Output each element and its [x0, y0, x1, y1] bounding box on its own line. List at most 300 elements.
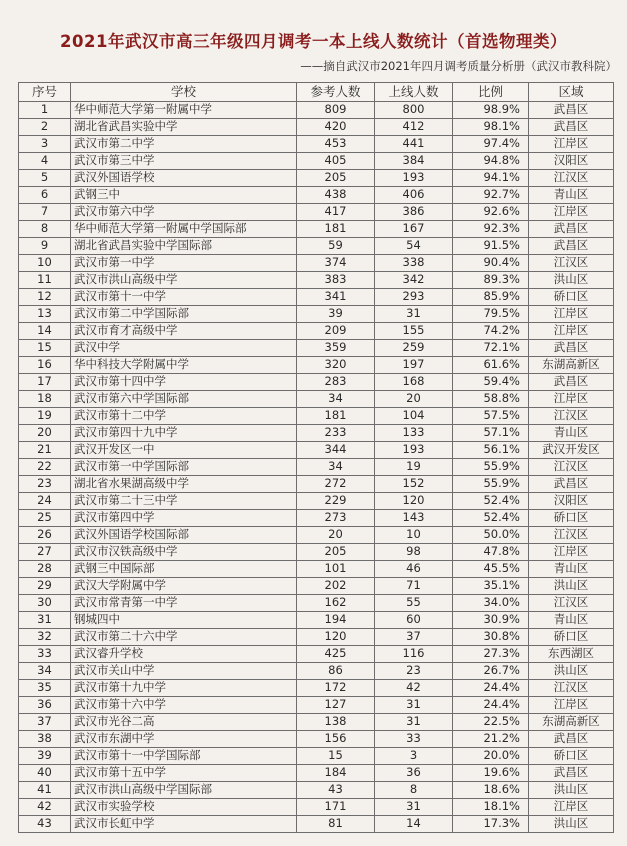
candidates-cell: 15	[297, 748, 375, 765]
rank-cell: 18	[19, 391, 71, 408]
ratio-cell: 21.2%	[453, 731, 529, 748]
candidates-cell: 438	[297, 187, 375, 204]
ratio-cell: 97.4%	[453, 136, 529, 153]
ratio-cell: 59.4%	[453, 374, 529, 391]
ratio-cell: 89.3%	[453, 272, 529, 289]
qualified-cell: 60	[375, 612, 453, 629]
district-cell: 青山区	[529, 612, 614, 629]
ratio-cell: 91.5%	[453, 238, 529, 255]
district-cell: 江汉区	[529, 170, 614, 187]
rank-cell: 24	[19, 493, 71, 510]
table-row	[19, 612, 614, 629]
table-row	[19, 391, 614, 408]
table-row	[19, 595, 614, 612]
ratio-cell: 24.4%	[453, 680, 529, 697]
candidates-cell: 283	[297, 374, 375, 391]
qualified-cell: 42	[375, 680, 453, 697]
table-row	[19, 442, 614, 459]
qualified-cell: 33	[375, 731, 453, 748]
qualified-cell: 167	[375, 221, 453, 238]
candidates-cell: 81	[297, 816, 375, 833]
school-cell: 武汉市第六中学国际部	[71, 391, 297, 408]
school-cell: 华中科技大学附属中学	[71, 357, 297, 374]
school-cell: 武汉开发区一中	[71, 442, 297, 459]
qualified-cell: 116	[375, 646, 453, 663]
qualified-cell: 197	[375, 357, 453, 374]
qualified-cell: 259	[375, 340, 453, 357]
school-cell: 钢城四中	[71, 612, 297, 629]
district-cell: 东湖高新区	[529, 357, 614, 374]
rank-cell: 10	[19, 255, 71, 272]
school-cell: 武汉市第十五中学	[71, 765, 297, 782]
district-cell: 江汉区	[529, 459, 614, 476]
district-cell: 硚口区	[529, 289, 614, 306]
rank-cell: 42	[19, 799, 71, 816]
table-row	[19, 476, 614, 493]
school-cell: 武汉市育才高级中学	[71, 323, 297, 340]
rank-cell: 29	[19, 578, 71, 595]
district-cell: 武昌区	[529, 102, 614, 119]
qualified-cell: 104	[375, 408, 453, 425]
school-cell: 武汉市东湖中学	[71, 731, 297, 748]
enrollment-table	[18, 82, 614, 833]
ratio-cell: 94.1%	[453, 170, 529, 187]
rank-cell: 33	[19, 646, 71, 663]
ratio-cell: 19.6%	[453, 765, 529, 782]
candidates-cell: 86	[297, 663, 375, 680]
rank-cell: 22	[19, 459, 71, 476]
ratio-cell: 52.4%	[453, 510, 529, 527]
table-body	[19, 102, 614, 833]
candidates-cell: 417	[297, 204, 375, 221]
district-cell: 洪山区	[529, 782, 614, 799]
qualified-cell: 133	[375, 425, 453, 442]
district-cell: 江汉区	[529, 527, 614, 544]
ratio-cell: 55.9%	[453, 459, 529, 476]
table-row	[19, 697, 614, 714]
table-row	[19, 646, 614, 663]
rank-cell: 41	[19, 782, 71, 799]
school-cell: 武钢三中国际部	[71, 561, 297, 578]
table-row	[19, 510, 614, 527]
candidates-cell: 20	[297, 527, 375, 544]
column-header-qualified: 上线人数	[375, 83, 453, 102]
candidates-cell: 341	[297, 289, 375, 306]
district-cell: 江岸区	[529, 697, 614, 714]
school-cell: 武汉市第一中学国际部	[71, 459, 297, 476]
school-cell: 武汉市第十二中学	[71, 408, 297, 425]
table-row	[19, 255, 614, 272]
ratio-cell: 45.5%	[453, 561, 529, 578]
ratio-cell: 50.0%	[453, 527, 529, 544]
column-header-rank: 序号	[19, 83, 71, 102]
qualified-cell: 14	[375, 816, 453, 833]
qualified-cell: 386	[375, 204, 453, 221]
qualified-cell: 10	[375, 527, 453, 544]
candidates-cell: 127	[297, 697, 375, 714]
table-row	[19, 748, 614, 765]
school-cell: 武汉市汉铁高级中学	[71, 544, 297, 561]
ratio-cell: 22.5%	[453, 714, 529, 731]
qualified-cell: 293	[375, 289, 453, 306]
school-cell: 武汉市第十四中学	[71, 374, 297, 391]
qualified-cell: 441	[375, 136, 453, 153]
qualified-cell: 31	[375, 306, 453, 323]
ratio-cell: 34.0%	[453, 595, 529, 612]
candidates-cell: 809	[297, 102, 375, 119]
qualified-cell: 23	[375, 663, 453, 680]
district-cell: 硚口区	[529, 510, 614, 527]
qualified-cell: 342	[375, 272, 453, 289]
rank-cell: 4	[19, 153, 71, 170]
district-cell: 洪山区	[529, 272, 614, 289]
table-row	[19, 765, 614, 782]
table-row	[19, 629, 614, 646]
school-cell: 华中师范大学第一附属中学	[71, 102, 297, 119]
school-cell: 武钢三中	[71, 187, 297, 204]
ratio-cell: 92.3%	[453, 221, 529, 238]
candidates-cell: 39	[297, 306, 375, 323]
rank-cell: 14	[19, 323, 71, 340]
rank-cell: 36	[19, 697, 71, 714]
ratio-cell: 92.6%	[453, 204, 529, 221]
district-cell: 洪山区	[529, 663, 614, 680]
qualified-cell: 31	[375, 714, 453, 731]
rank-cell: 15	[19, 340, 71, 357]
rank-cell: 31	[19, 612, 71, 629]
table-row	[19, 578, 614, 595]
candidates-cell: 172	[297, 680, 375, 697]
school-cell: 武汉市第二十六中学	[71, 629, 297, 646]
rank-cell: 19	[19, 408, 71, 425]
table-row	[19, 799, 614, 816]
school-cell: 武汉市第二中学国际部	[71, 306, 297, 323]
district-cell: 硚口区	[529, 629, 614, 646]
rank-cell: 11	[19, 272, 71, 289]
district-cell: 东湖高新区	[529, 714, 614, 731]
qualified-cell: 412	[375, 119, 453, 136]
rank-cell: 21	[19, 442, 71, 459]
rank-cell: 8	[19, 221, 71, 238]
qualified-cell: 20	[375, 391, 453, 408]
ratio-cell: 56.1%	[453, 442, 529, 459]
school-cell: 武汉市实验学校	[71, 799, 297, 816]
ratio-cell: 72.1%	[453, 340, 529, 357]
district-cell: 江汉区	[529, 408, 614, 425]
candidates-cell: 405	[297, 153, 375, 170]
rank-cell: 7	[19, 204, 71, 221]
ratio-cell: 20.0%	[453, 748, 529, 765]
qualified-cell: 800	[375, 102, 453, 119]
rank-cell: 27	[19, 544, 71, 561]
table-row	[19, 663, 614, 680]
table-row	[19, 527, 614, 544]
table-row	[19, 102, 614, 119]
table-row	[19, 119, 614, 136]
candidates-cell: 101	[297, 561, 375, 578]
district-cell: 江岸区	[529, 391, 614, 408]
district-cell: 江岸区	[529, 544, 614, 561]
ratio-cell: 85.9%	[453, 289, 529, 306]
candidates-cell: 229	[297, 493, 375, 510]
candidates-cell: 453	[297, 136, 375, 153]
table-row	[19, 340, 614, 357]
column-header-district: 区域	[529, 83, 614, 102]
table-row	[19, 323, 614, 340]
candidates-cell: 34	[297, 459, 375, 476]
candidates-cell: 59	[297, 238, 375, 255]
school-cell: 武汉市关山中学	[71, 663, 297, 680]
school-cell: 华中师范大学第一附属中学国际部	[71, 221, 297, 238]
school-cell: 武汉市第二中学	[71, 136, 297, 153]
rank-cell: 37	[19, 714, 71, 731]
qualified-cell: 168	[375, 374, 453, 391]
candidates-cell: 184	[297, 765, 375, 782]
ratio-cell: 94.8%	[453, 153, 529, 170]
table-row	[19, 782, 614, 799]
rank-cell: 39	[19, 748, 71, 765]
rank-cell: 1	[19, 102, 71, 119]
rank-cell: 30	[19, 595, 71, 612]
ratio-cell: 57.5%	[453, 408, 529, 425]
rank-cell: 16	[19, 357, 71, 374]
table-row	[19, 221, 614, 238]
district-cell: 武昌区	[529, 374, 614, 391]
candidates-cell: 320	[297, 357, 375, 374]
district-cell: 东西湖区	[529, 646, 614, 663]
ratio-cell: 17.3%	[453, 816, 529, 833]
district-cell: 武汉开发区	[529, 442, 614, 459]
rank-cell: 2	[19, 119, 71, 136]
table-row	[19, 204, 614, 221]
rank-cell: 17	[19, 374, 71, 391]
ratio-cell: 74.2%	[453, 323, 529, 340]
rank-cell: 25	[19, 510, 71, 527]
district-cell: 武昌区	[529, 340, 614, 357]
table-row	[19, 680, 614, 697]
school-cell: 武汉外国语学校国际部	[71, 527, 297, 544]
school-cell: 武汉市洪山高级中学国际部	[71, 782, 297, 799]
ratio-cell: 92.7%	[453, 187, 529, 204]
school-cell: 武汉市第三中学	[71, 153, 297, 170]
district-cell: 洪山区	[529, 578, 614, 595]
table-row	[19, 714, 614, 731]
candidates-cell: 202	[297, 578, 375, 595]
table-row	[19, 153, 614, 170]
district-cell: 硚口区	[529, 748, 614, 765]
school-cell: 武汉睿升学校	[71, 646, 297, 663]
rank-cell: 12	[19, 289, 71, 306]
district-cell: 江岸区	[529, 204, 614, 221]
district-cell: 汉阳区	[529, 153, 614, 170]
qualified-cell: 71	[375, 578, 453, 595]
rank-cell: 35	[19, 680, 71, 697]
district-cell: 武昌区	[529, 731, 614, 748]
qualified-cell: 406	[375, 187, 453, 204]
rank-cell: 32	[19, 629, 71, 646]
rank-cell: 40	[19, 765, 71, 782]
district-cell: 江岸区	[529, 306, 614, 323]
qualified-cell: 55	[375, 595, 453, 612]
candidates-cell: 120	[297, 629, 375, 646]
school-cell: 武汉大学附属中学	[71, 578, 297, 595]
table-row	[19, 374, 614, 391]
school-cell: 湖北省水果湖高级中学	[71, 476, 297, 493]
qualified-cell: 98	[375, 544, 453, 561]
candidates-cell: 344	[297, 442, 375, 459]
candidates-cell: 209	[297, 323, 375, 340]
qualified-cell: 384	[375, 153, 453, 170]
ratio-cell: 90.4%	[453, 255, 529, 272]
ratio-cell: 98.9%	[453, 102, 529, 119]
candidates-cell: 34	[297, 391, 375, 408]
district-cell: 青山区	[529, 425, 614, 442]
candidates-cell: 156	[297, 731, 375, 748]
ratio-cell: 98.1%	[453, 119, 529, 136]
table-row	[19, 306, 614, 323]
candidates-cell: 43	[297, 782, 375, 799]
rank-cell: 5	[19, 170, 71, 187]
qualified-cell: 338	[375, 255, 453, 272]
candidates-cell: 233	[297, 425, 375, 442]
school-cell: 湖北省武昌实验中学国际部	[71, 238, 297, 255]
qualified-cell: 193	[375, 442, 453, 459]
school-cell: 武汉市第四十九中学	[71, 425, 297, 442]
candidates-cell: 162	[297, 595, 375, 612]
ratio-cell: 58.8%	[453, 391, 529, 408]
document-title: 2021年武汉市高三年级四月调考一本上线人数统计（首选物理类）	[60, 32, 567, 51]
ratio-cell: 55.9%	[453, 476, 529, 493]
school-cell: 武汉市第六中学	[71, 204, 297, 221]
table-row	[19, 238, 614, 255]
rank-cell: 13	[19, 306, 71, 323]
column-header-ratio: 比例	[453, 83, 529, 102]
ratio-cell: 30.8%	[453, 629, 529, 646]
qualified-cell: 31	[375, 799, 453, 816]
school-cell: 武汉市第十一中学	[71, 289, 297, 306]
qualified-cell: 8	[375, 782, 453, 799]
district-cell: 江岸区	[529, 136, 614, 153]
candidates-cell: 171	[297, 799, 375, 816]
table-row	[19, 459, 614, 476]
district-cell: 汉阳区	[529, 493, 614, 510]
qualified-cell: 3	[375, 748, 453, 765]
school-cell: 武汉市第十九中学	[71, 680, 297, 697]
school-cell: 武汉外国语学校	[71, 170, 297, 187]
ratio-cell: 35.1%	[453, 578, 529, 595]
table-row	[19, 357, 614, 374]
rank-cell: 20	[19, 425, 71, 442]
district-cell: 青山区	[529, 561, 614, 578]
rank-cell: 38	[19, 731, 71, 748]
rank-cell: 9	[19, 238, 71, 255]
candidates-cell: 374	[297, 255, 375, 272]
rank-cell: 43	[19, 816, 71, 833]
table-row	[19, 731, 614, 748]
candidates-cell: 181	[297, 408, 375, 425]
candidates-cell: 425	[297, 646, 375, 663]
table-row	[19, 561, 614, 578]
district-cell: 江汉区	[529, 595, 614, 612]
district-cell: 武昌区	[529, 119, 614, 136]
district-cell: 武昌区	[529, 221, 614, 238]
table-row	[19, 408, 614, 425]
table-row	[19, 272, 614, 289]
ratio-cell: 26.7%	[453, 663, 529, 680]
rank-cell: 3	[19, 136, 71, 153]
school-cell: 武汉市长虹中学	[71, 816, 297, 833]
qualified-cell: 37	[375, 629, 453, 646]
school-cell: 武汉市第二十三中学	[71, 493, 297, 510]
candidates-cell: 420	[297, 119, 375, 136]
school-cell: 武汉市第十一中学国际部	[71, 748, 297, 765]
qualified-cell: 120	[375, 493, 453, 510]
school-cell: 武汉市洪山高级中学	[71, 272, 297, 289]
table-row	[19, 544, 614, 561]
table-row	[19, 816, 614, 833]
ratio-cell: 57.1%	[453, 425, 529, 442]
qualified-cell: 193	[375, 170, 453, 187]
school-cell: 武汉市第十六中学	[71, 697, 297, 714]
school-cell: 武汉市光谷二高	[71, 714, 297, 731]
candidates-cell: 205	[297, 170, 375, 187]
rank-cell: 6	[19, 187, 71, 204]
table-row	[19, 425, 614, 442]
candidates-cell: 138	[297, 714, 375, 731]
qualified-cell: 31	[375, 697, 453, 714]
table-row	[19, 136, 614, 153]
document-source-note: ——摘自武汉市2021年四月调考质量分析册（武汉市教科院）	[300, 59, 617, 73]
district-cell: 洪山区	[529, 816, 614, 833]
candidates-cell: 273	[297, 510, 375, 527]
candidates-cell: 272	[297, 476, 375, 493]
ratio-cell: 47.8%	[453, 544, 529, 561]
district-cell: 武昌区	[529, 765, 614, 782]
candidates-cell: 359	[297, 340, 375, 357]
rank-cell: 28	[19, 561, 71, 578]
school-cell: 武汉市第四中学	[71, 510, 297, 527]
ratio-cell: 61.6%	[453, 357, 529, 374]
table-row	[19, 170, 614, 187]
candidates-cell: 205	[297, 544, 375, 561]
table-row	[19, 493, 614, 510]
district-cell: 武昌区	[529, 476, 614, 493]
district-cell: 江岸区	[529, 323, 614, 340]
school-cell: 武汉市第一中学	[71, 255, 297, 272]
ratio-cell: 52.4%	[453, 493, 529, 510]
ratio-cell: 24.4%	[453, 697, 529, 714]
ratio-cell: 18.1%	[453, 799, 529, 816]
column-header-school: 学校	[71, 83, 297, 102]
rank-cell: 26	[19, 527, 71, 544]
school-cell: 武汉市常青第一中学	[71, 595, 297, 612]
qualified-cell: 152	[375, 476, 453, 493]
district-cell: 江岸区	[529, 799, 614, 816]
school-cell: 湖北省武昌实验中学	[71, 119, 297, 136]
qualified-cell: 19	[375, 459, 453, 476]
qualified-cell: 54	[375, 238, 453, 255]
ratio-cell: 18.6%	[453, 782, 529, 799]
qualified-cell: 46	[375, 561, 453, 578]
table-row	[19, 187, 614, 204]
qualified-cell: 143	[375, 510, 453, 527]
table-header-row	[19, 83, 614, 102]
candidates-cell: 181	[297, 221, 375, 238]
candidates-cell: 194	[297, 612, 375, 629]
ratio-cell: 27.3%	[453, 646, 529, 663]
qualified-cell: 155	[375, 323, 453, 340]
district-cell: 青山区	[529, 187, 614, 204]
